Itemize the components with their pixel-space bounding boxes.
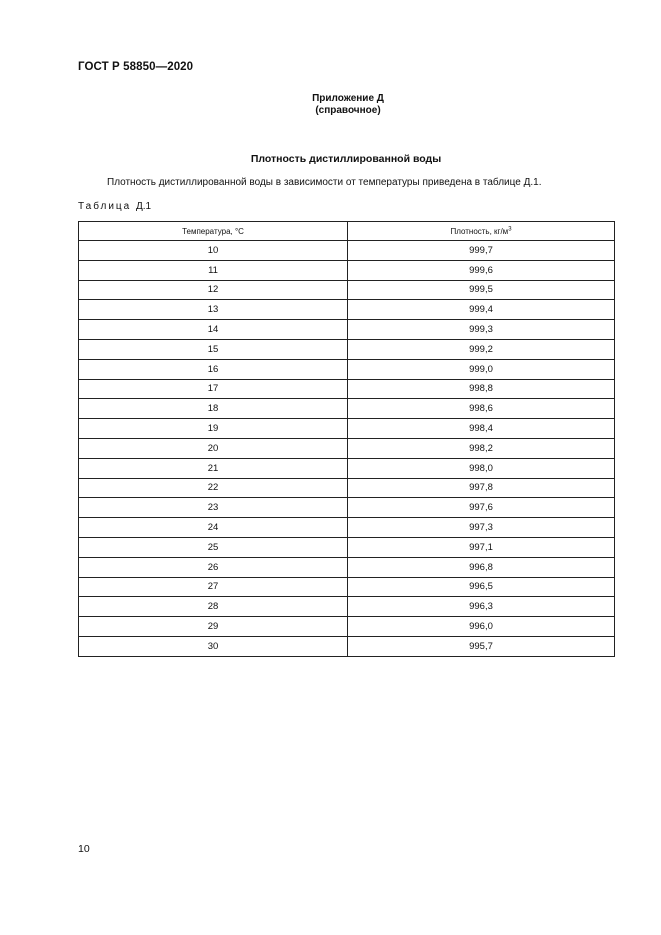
cell-density: 996,8 — [348, 557, 615, 577]
cell-density: 999,3 — [348, 320, 615, 340]
header-density-superscript: 3 — [508, 225, 512, 232]
header-density — [348, 222, 615, 241]
cell-temperature: 26 — [79, 557, 348, 577]
cell-temperature: 28 — [79, 597, 348, 617]
table-row — [79, 478, 615, 498]
table-row — [79, 498, 615, 518]
cell-density: 996,0 — [348, 617, 615, 637]
cell-temperature: 13 — [79, 300, 348, 320]
table-caption-word: Таблица — [78, 201, 132, 212]
table-row — [79, 458, 615, 478]
cell-density: 998,2 — [348, 438, 615, 458]
table-caption-number: Д.1 — [136, 201, 152, 212]
cell-density: 999,0 — [348, 359, 615, 379]
cell-temperature: 24 — [79, 518, 348, 538]
cell-temperature: 10 — [79, 241, 348, 261]
table-row — [79, 438, 615, 458]
table-row — [79, 419, 615, 439]
body-paragraph: Плотность дистиллированной воды в зависимости от температуры приведена в таблице Д.1. — [107, 177, 542, 188]
cell-temperature: 14 — [79, 320, 348, 340]
cell-density: 997,3 — [348, 518, 615, 538]
cell-density: 998,8 — [348, 379, 615, 399]
cell-density: 999,7 — [348, 241, 615, 261]
cell-density: 999,2 — [348, 339, 615, 359]
standard-code: ГОСТ Р 58850—2020 — [78, 61, 194, 73]
cell-density: 995,7 — [348, 636, 615, 656]
table-row — [79, 280, 615, 300]
table-row — [79, 379, 615, 399]
annex-title: Приложение Д — [312, 93, 384, 104]
cell-density: 999,4 — [348, 300, 615, 320]
cell-temperature: 16 — [79, 359, 348, 379]
cell-density: 999,5 — [348, 280, 615, 300]
cell-density: 997,6 — [348, 498, 615, 518]
cell-temperature: 19 — [79, 419, 348, 439]
cell-temperature: 11 — [79, 260, 348, 280]
cell-density: 998,0 — [348, 458, 615, 478]
cell-density: 998,4 — [348, 419, 615, 439]
table-row — [79, 577, 615, 597]
density-table — [78, 221, 615, 657]
table-header-row — [79, 222, 615, 241]
table-row — [79, 339, 615, 359]
cell-temperature: 21 — [79, 458, 348, 478]
table-row — [79, 320, 615, 340]
table-row — [79, 260, 615, 280]
table-row — [79, 399, 615, 419]
cell-temperature: 25 — [79, 537, 348, 557]
cell-temperature: 18 — [79, 399, 348, 419]
table-row — [79, 359, 615, 379]
section-title: Плотность дистиллированной воды — [250, 153, 442, 165]
cell-density: 997,1 — [348, 537, 615, 557]
table-row — [79, 537, 615, 557]
cell-temperature: 20 — [79, 438, 348, 458]
cell-density: 998,6 — [348, 399, 615, 419]
table-body — [79, 241, 615, 657]
cell-density: 997,8 — [348, 478, 615, 498]
annex-status: (справочное) — [315, 105, 381, 116]
table-row — [79, 636, 615, 656]
cell-temperature: 29 — [79, 617, 348, 637]
cell-temperature: 12 — [79, 280, 348, 300]
cell-temperature: 22 — [79, 478, 348, 498]
table-row — [79, 617, 615, 637]
cell-temperature: 27 — [79, 577, 348, 597]
table-row — [79, 518, 615, 538]
page-number: 10 — [78, 843, 90, 855]
cell-temperature: 15 — [79, 339, 348, 359]
table-caption — [78, 201, 151, 212]
table-row — [79, 300, 615, 320]
cell-temperature: 23 — [79, 498, 348, 518]
header-density-label: Плотность, кг/м — [450, 226, 509, 236]
cell-temperature: 17 — [79, 379, 348, 399]
cell-temperature: 30 — [79, 636, 348, 656]
header-temperature: Температура, °С — [79, 222, 348, 241]
table-row — [79, 557, 615, 577]
table-row — [79, 241, 615, 261]
cell-density: 996,5 — [348, 577, 615, 597]
table-row — [79, 597, 615, 617]
cell-density: 996,3 — [348, 597, 615, 617]
cell-density: 999,6 — [348, 260, 615, 280]
